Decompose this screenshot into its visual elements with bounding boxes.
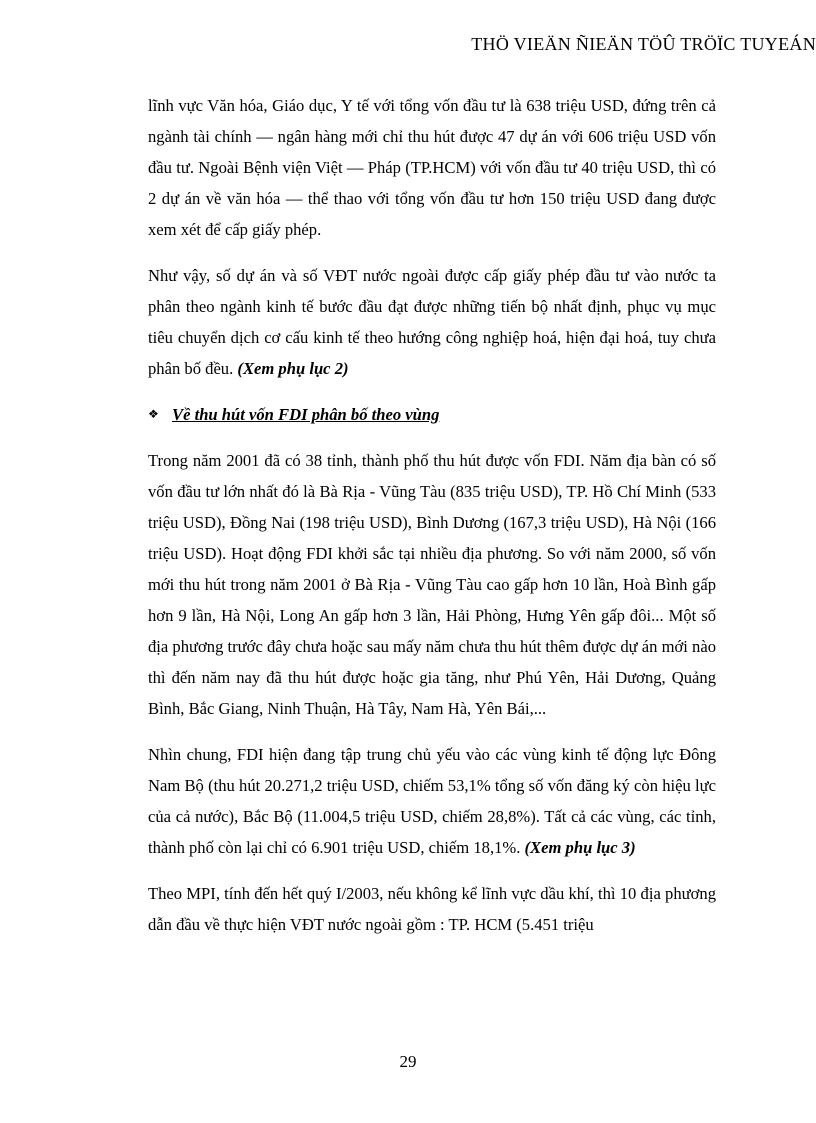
- appendix-3-reference: (Xem phụ lục 3): [524, 838, 636, 857]
- appendix-2-reference: (Xem phụ lục 2): [237, 359, 349, 378]
- paragraph-3: Trong năm 2001 đã có 38 tỉnh, thành phố thu hút được vốn FDI. Năm địa bàn có số vốn đầu tư lớn nhất đó là Bà Rịa - Vũng Tàu (835 triệu USD), TP. Hồ Chí Minh (533 triệu USD), Đồng Nai (198 triệu USD), Bình Dương (167,3 triệu USD), Hà Nội (166 triệu USD). Hoạt động FDI khởi sắc tại nhiều địa phương. So với năm 2000, số vốn mới thu hút trong năm 2001 ở Bà Rịa - Vũng Tàu cao gấp hơn 10 lần, Hoà Bình gấp hơn 9 lần, Hà Nội, Long An gấp hơn 3 lần, Hải Phòng, Hưng Yên gấp đôi... Một số địa phương trước đây chưa hoặc sau mấy năm chưa thu hút thêm được dự án mới nào thì đến năm nay đã thu hút được hoặc gia tăng, như Phú Yên, Hải Dương, Quảng Bình, Bắc Giang, Ninh Thuận, Hà Tây, Nam Hà, Yên Bái,...: [148, 451, 716, 718]
- running-header: THÖ VIEÄN ÑIEÄN TÖÛ TRÖÏC TUYEÁN: [471, 34, 816, 54]
- page-body: [148, 90, 716, 955]
- paragraph-4-text: Nhìn chung, FDI hiện đang tập trung chủ yếu vào các vùng kinh tế động lực Đông Nam Bộ (thu hút 20.271,2 triệu USD, chiếm 53,1% tổng số vốn đăng ký còn hiệu lực của cả nước), Bắc Bộ (11.004,5 triệu USD, chiếm 28,8%). Tất cả các vùng, các tỉnh, thành phố còn lại chỉ có 6.901 triệu USD, chiếm 18,1%.: [148, 745, 716, 857]
- paragraph-2: [148, 260, 716, 384]
- paragraph-4: [148, 739, 716, 863]
- paragraph-1: lĩnh vực Văn hóa, Giáo dục, Y tế với tổng vốn đầu tư là 638 triệu USD, đứng trên cả ngành tài chính — ngân hàng mới chỉ thu hút được 47 dự án với 606 triệu USD vốn đầu tư. Ngoài Bệnh viện Việt — Pháp (TP.HCM) với vốn đầu tư 40 triệu USD, thì có 2 dự án về văn hóa — thể thao với tổng vốn đầu tư hơn 150 triệu USD đang được xem xét để cấp giấy phép.: [148, 96, 716, 239]
- section-title: Về thu hút vốn FDI phân bố theo vùng: [172, 405, 440, 424]
- page-number: 29: [399, 1052, 417, 1071]
- paragraph-5: Theo MPI, tính đến hết quý I/2003, nếu không kể lĩnh vực dầu khí, thì 10 địa phương dẫn đầu về thực hiện VĐT nước ngoài gồm : TP. HCM (5.451 triệu: [148, 884, 716, 934]
- section-heading: [148, 399, 716, 430]
- diamond-bullet-icon: ❖: [148, 407, 159, 421]
- paragraph-2-text: Như vậy, số dự án và số VĐT nước ngoài được cấp giấy phép đầu tư vào nước ta phân theo ngành kinh tế bước đầu đạt được những tiến bộ nhất định, phục vụ mục tiêu chuyển dịch cơ cấu kinh tế theo hướng công nghiệp hoá, hiện đại hoá, tuy chưa phân bố đều.: [148, 266, 716, 378]
